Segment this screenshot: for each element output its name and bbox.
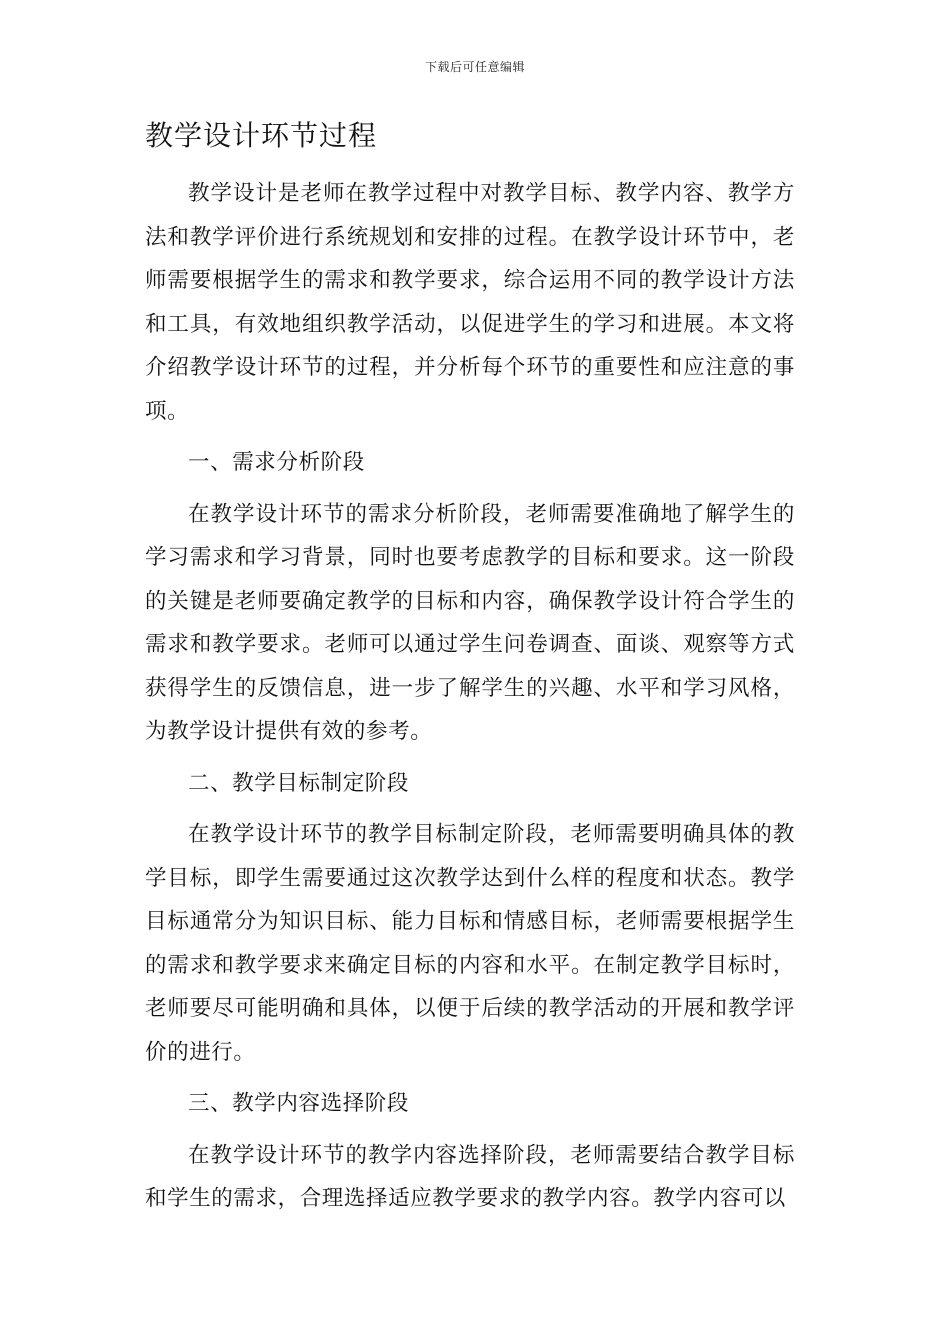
document-body	[145, 114, 795, 1229]
section-heading-1: 一、需求分析阶段	[188, 450, 365, 475]
section-heading-2: 二、教学目标制定阶段	[188, 770, 410, 796]
section-body-3: 在教学设计环节的教学内容选择阶段，老师需要结合教学目标和学生的需求，合理选择适应教学要求的教学内容。教学内容可以	[145, 1142, 795, 1211]
section-body-2: 在教学设计环节的教学目标制定阶段，老师需要明确具体的教学目标，即学生需要通过这次教学达到什么样的程度和状态。教学目标通常分为知识目标、能力目标和情感目标，老师需要根据学生的需求和教学要求来确定目标的内容和水平。在制定教学目标时，老师要尽可能明确和具体，以便于后续的教学活动的开展和教学评价的进行。	[145, 822, 795, 1065]
section-heading-3: 三、教学内容选择阶段	[188, 1091, 410, 1116]
document-title: 教学设计环节过程	[145, 119, 378, 152]
intro-paragraph: 教学设计是老师在教学过程中对教学目标、教学内容、教学方法和教学评价进行系统规划和安排的过程。在教学设计环节中，老师需要根据学生的需求和教学要求，综合运用不同的教学设计方法和工具，有效地组织教学活动，以促进学生的学习和进展。本文将介绍教学设计环节的过程，并分析每个环节的重要性和应注意的事项。	[145, 181, 795, 424]
header-note: 下载后可任意编辑	[424, 60, 525, 74]
section-body-1: 在教学设计环节的需求分析阶段，老师需要准确地了解学生的学习需求和学习背景，同时也要考虑教学的目标和要求。这一阶段的关键是老师要确定教学的目标和内容，确保教学设计符合学生的需求和教学要求。老师可以通过学生问卷调查、面谈、观察等方式获得学生的反馈信息，进一步了解学生的兴趣、水平和学习风格，为教学设计提供有效的参考。	[145, 501, 795, 744]
